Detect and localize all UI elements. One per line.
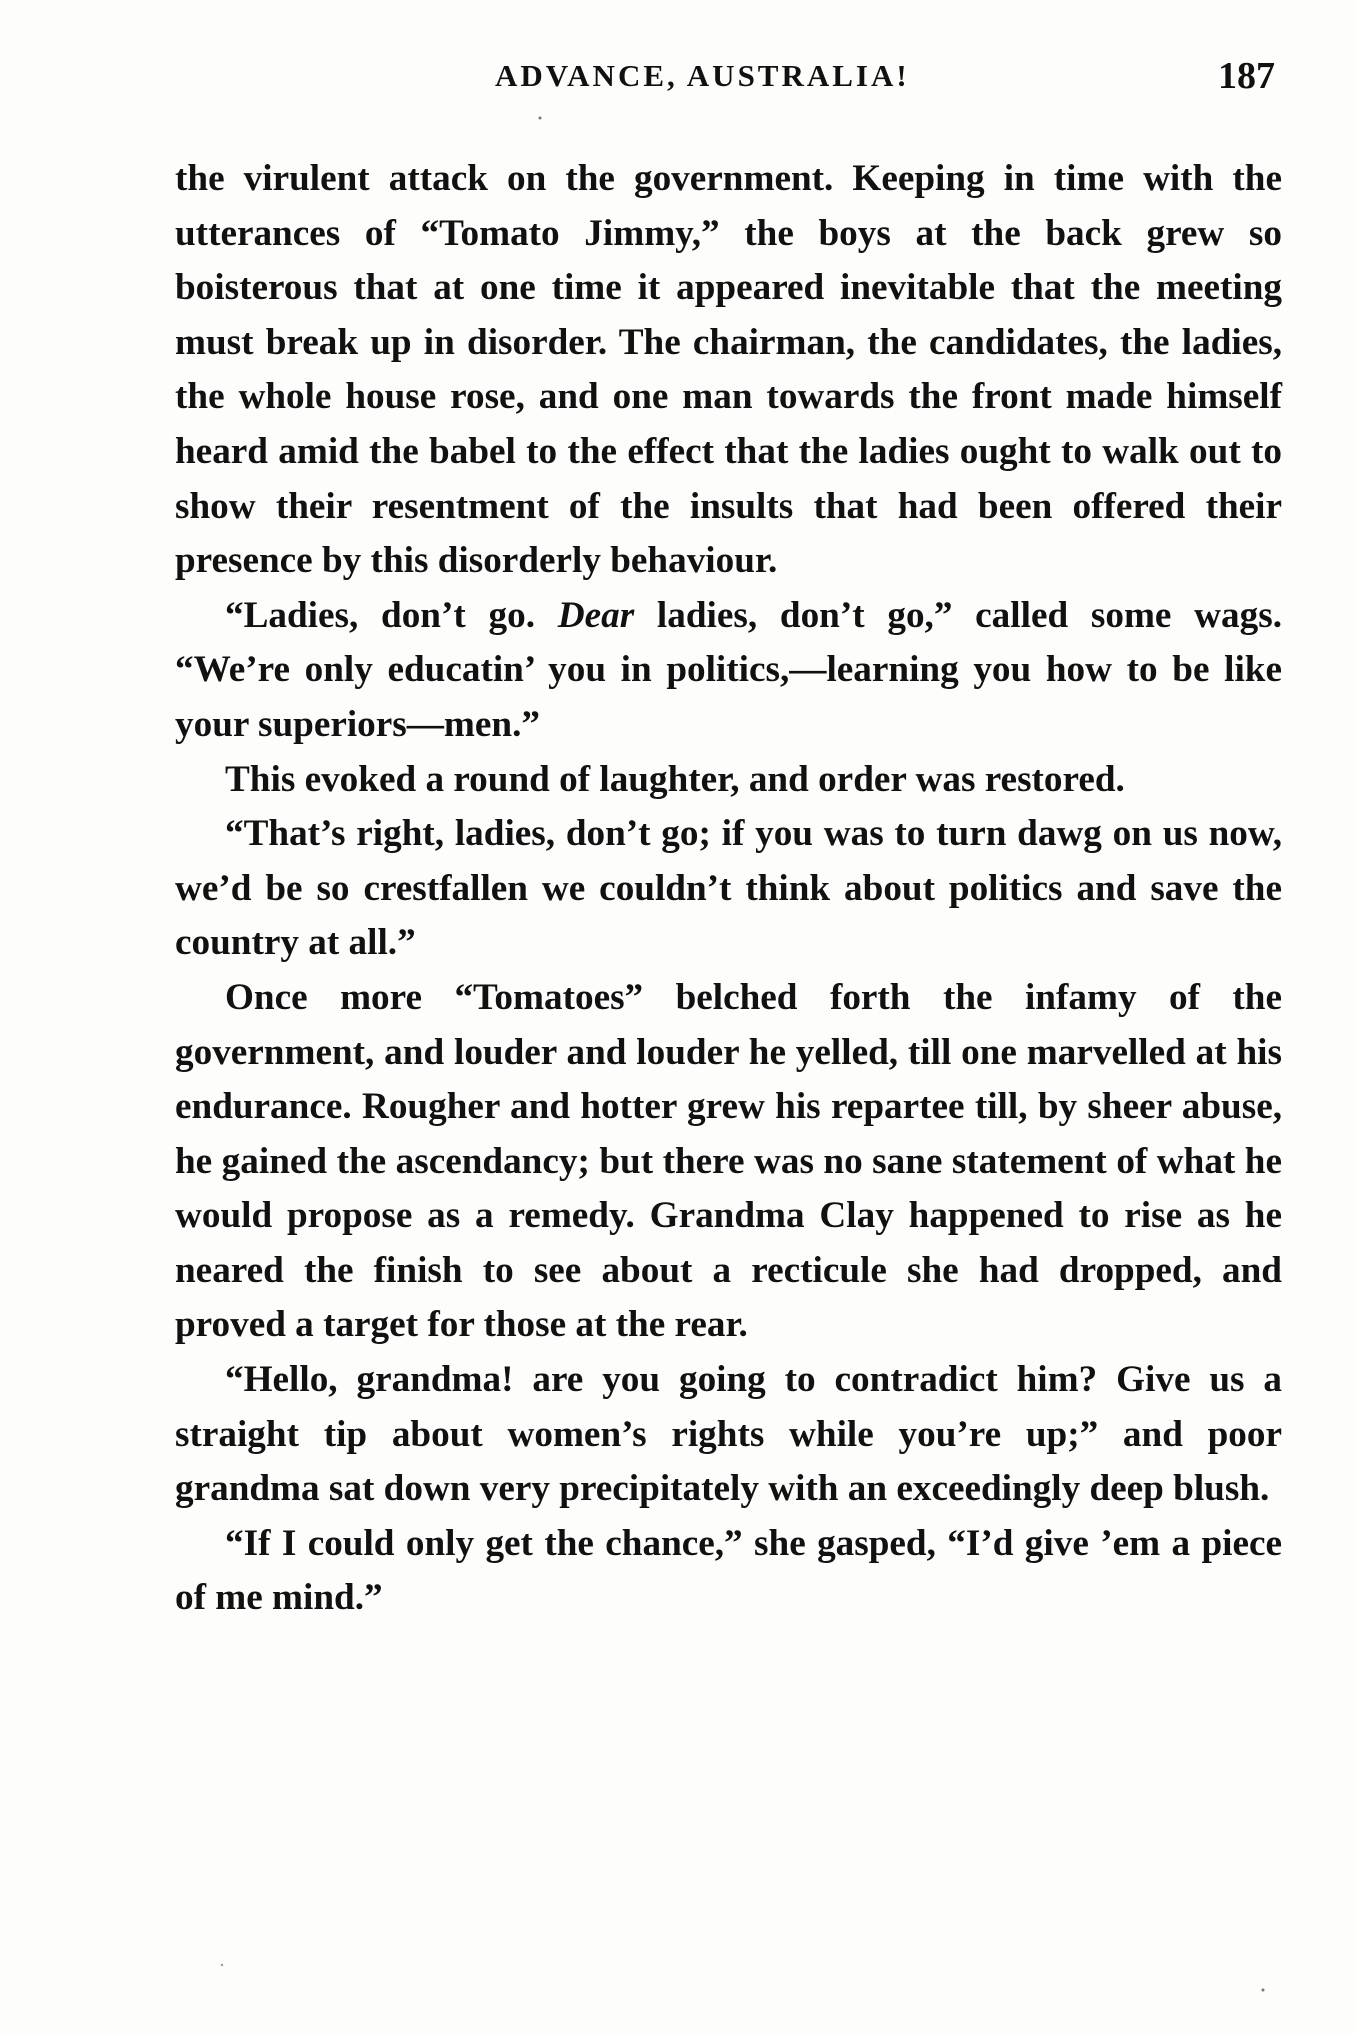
paragraph-text: “If I could only get the chance,” she gasped, “I’d give ’em a piece of me mind.” [175,1522,1282,1619]
paragraph-text-before: “Ladies, don’t go. [225,594,558,636]
paragraph-text: “That’s right, ladies, don’t go; if you was to turn dawg on us now, we’d be so crestfallen we couldn’t think about politics and save the country at all.” [175,813,1282,964]
speck [221,1964,223,1966]
paragraph-text-after: ladies, don’t go,” called some wags. “We’re only educatin’ you in politics,—learning you how to be like your superiors—men.” [175,594,1282,745]
paragraph-text: the virulent attack on the government. Keeping in time with the utterances of “Tomato Jimmy,” the boys at the back grew so boisterous that at one time it appeared inevitable that the meeting must break up in disorder. The chairman, the candidates, the ladies, the whole house rose, and one man towards the front made himself heard amid the babel to the effect that the ladies ought to walk out to show their resentment of the insults that had been offered their presence by this disorderly behaviour. [175,158,1282,582]
speck [539,117,542,120]
paragraph-text: “Hello, grandma! are you going to contradict him? Give us a straight tip about women’s rights while you’re up;” and poor grandma sat down very precipitately with an exceedingly deep blush. [175,1359,1282,1510]
speck [1262,1989,1265,1992]
page-number: 187 [1218,55,1275,97]
paragraph-text: Once more “Tomatoes” belched forth the infamy of the government, and louder and louder he yelled, till one marvelled at his endurance. Rougher and hotter grew his repartee till, by sheer abuse, he gained the ascendancy; but there was no sane statement of what he would propose as a remedy. Grandma Clay happened to rise as he neared the finish to see about a recticule she had dropped, and proved a target for those at the rear. [175,976,1282,1346]
paragraph-text: This evoked a round of laughter, and order was restored. [225,758,1125,800]
emphasis-text: Dear [557,594,635,636]
running-title: ADVANCE, AUSTRALIA! [495,58,910,93]
